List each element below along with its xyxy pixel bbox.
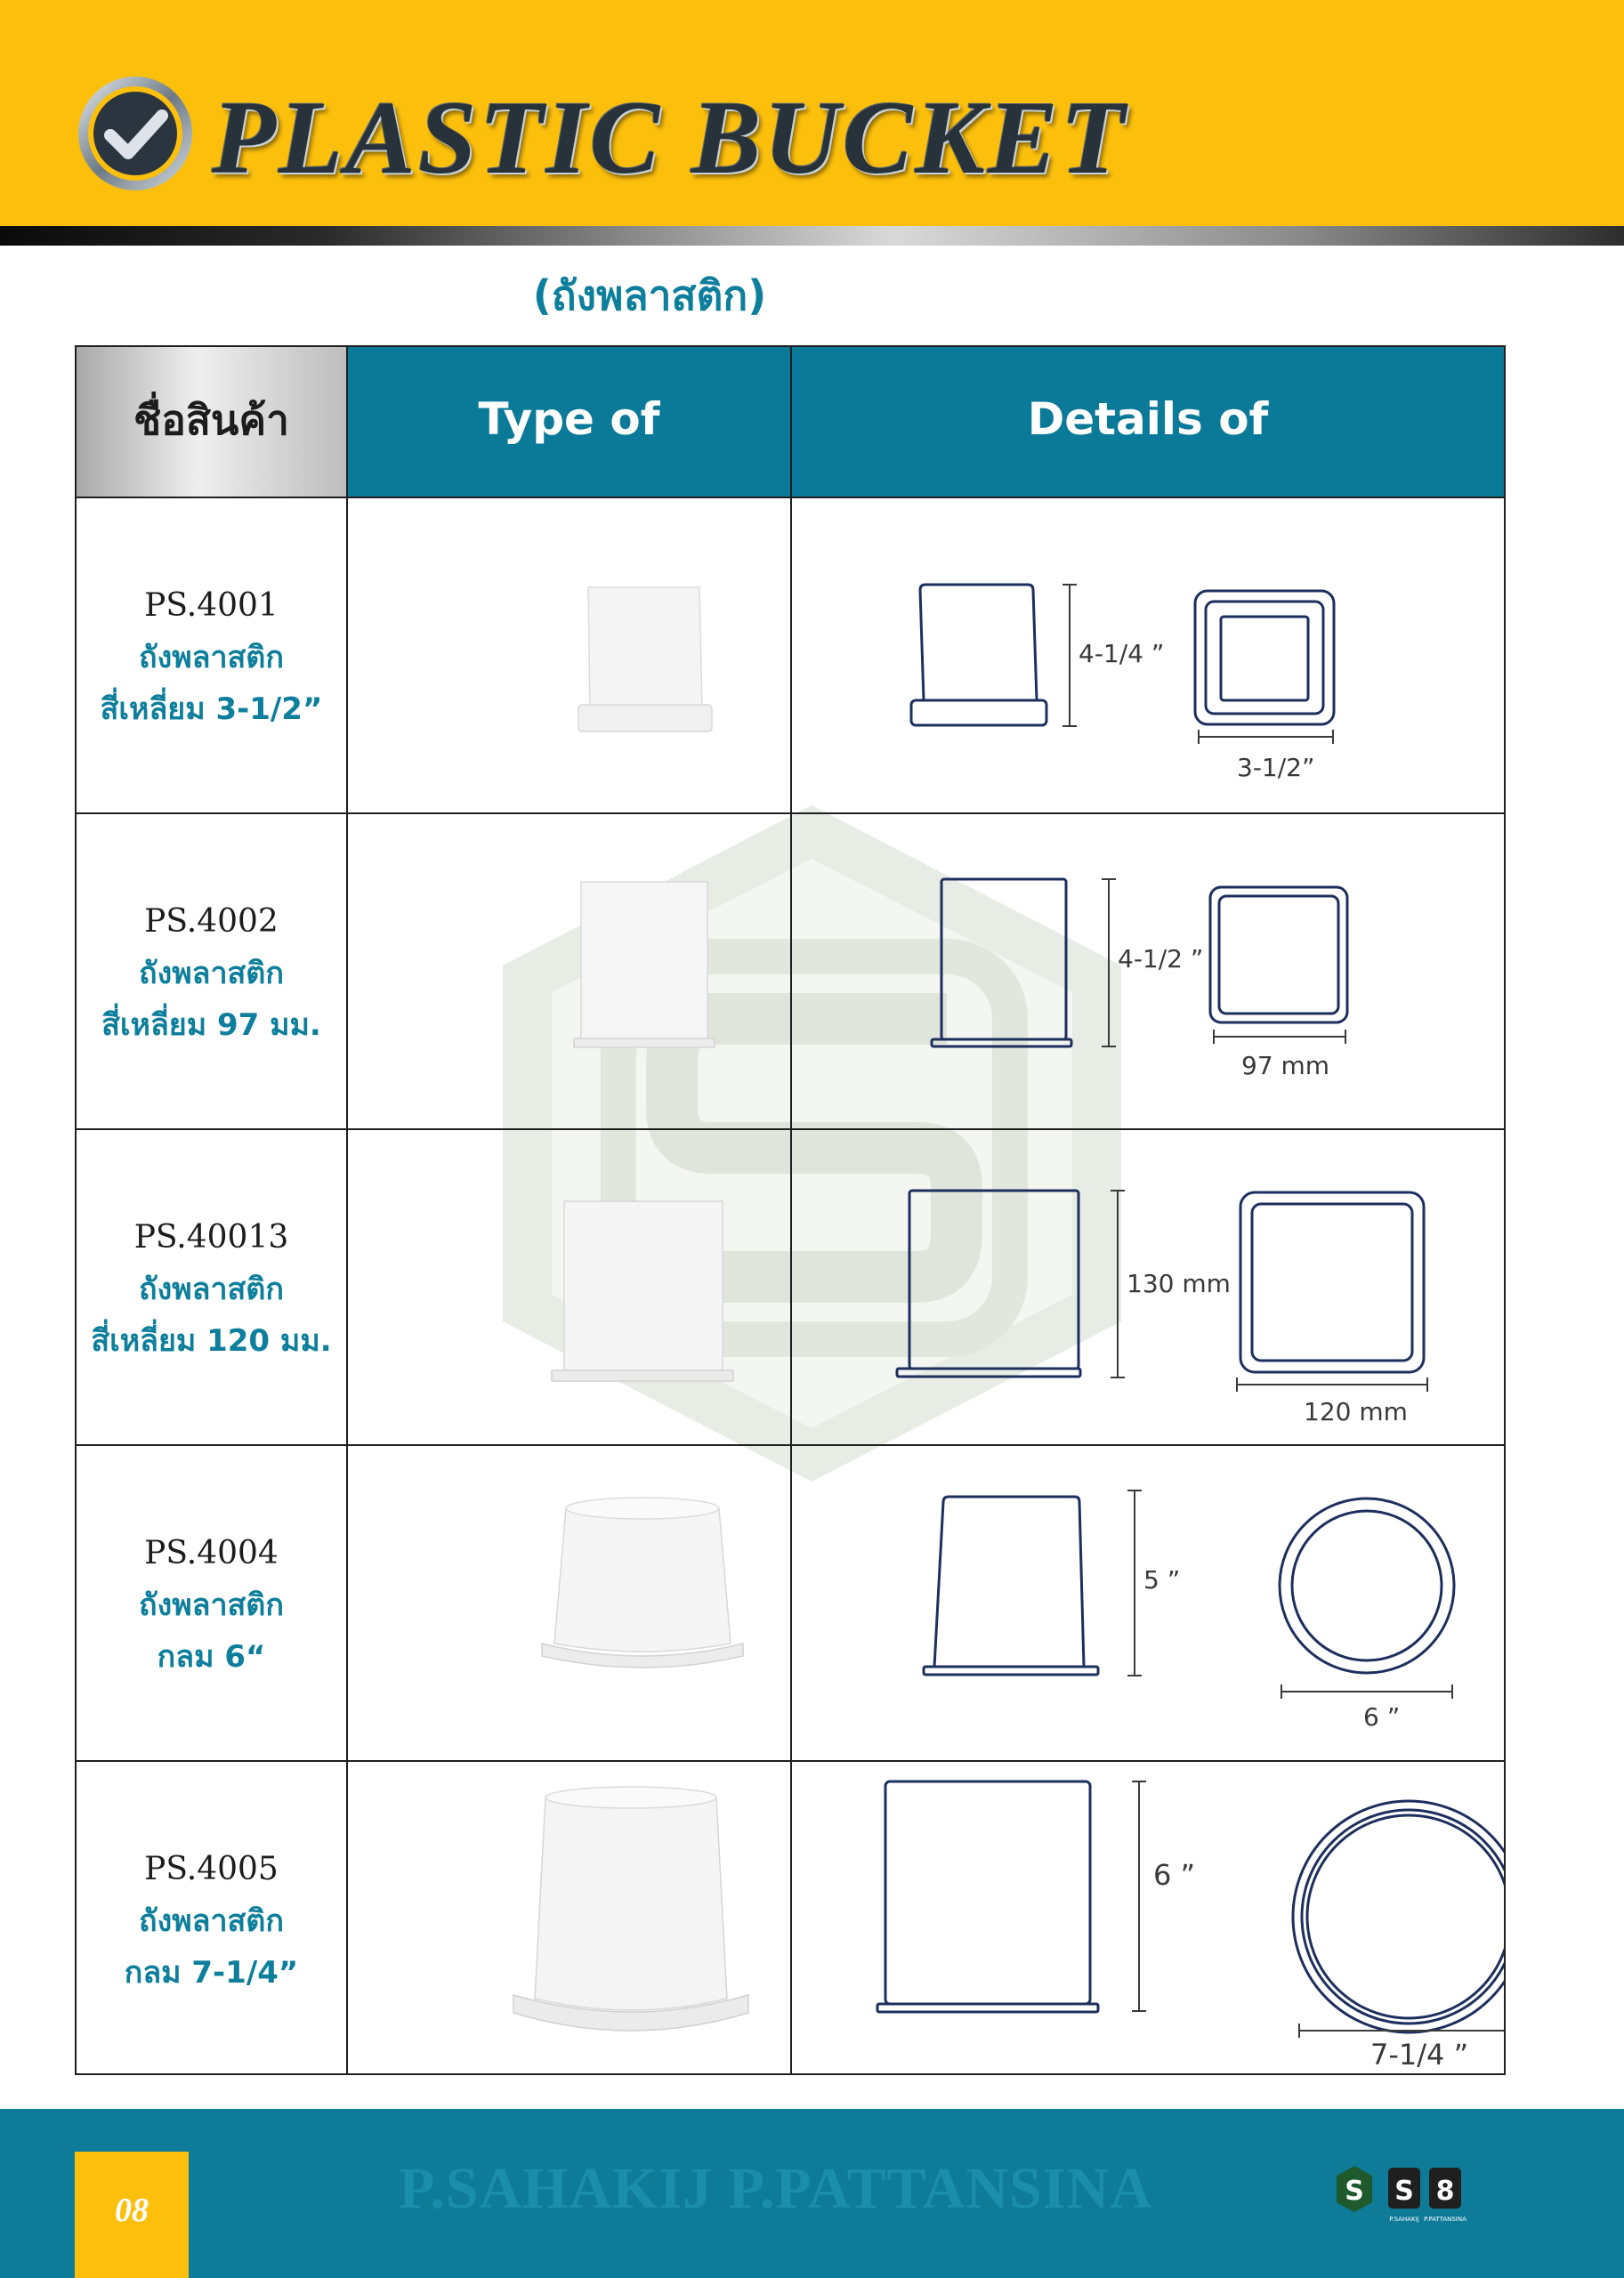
svg-text:S: S	[1394, 2176, 1414, 2207]
page-number-badge	[75, 2152, 189, 2278]
dimension-drawing	[792, 1762, 1504, 2075]
dimension-drawing	[792, 498, 1504, 814]
table-row	[77, 1128, 1504, 1444]
dimension-drawing	[792, 1130, 1504, 1446]
height-dimension-label: 130 mm	[1127, 1269, 1231, 1298]
product-type: ถังพลาสติก	[139, 1903, 284, 1939]
s-logo-icon	[1388, 2168, 1420, 2223]
product-photo-cell	[348, 814, 792, 1128]
header-stripe	[0, 226, 1624, 246]
round-bucket-photo	[348, 1446, 792, 1762]
dimension-drawing	[792, 1446, 1504, 1762]
width-dimension-label: 7-1/4 ”	[1370, 2038, 1469, 2072]
product-photo-cell	[348, 1446, 792, 1760]
product-code: PS.4002	[144, 903, 279, 940]
column-header-label: ชื่อสินค้า	[133, 396, 289, 444]
product-size: กลม 7-1/4”	[124, 1955, 299, 1991]
logo-caption: P.SAHAKIJ	[1389, 2216, 1419, 2223]
product-size: สี่เหลี่ยม 120 มม.	[91, 1323, 332, 1359]
product-type: ถังพลาสติก	[139, 1587, 284, 1623]
product-photo-cell	[348, 498, 792, 812]
width-dimension-label: 3-1/2”	[1237, 753, 1315, 782]
product-name-cell	[77, 1130, 348, 1444]
width-dimension-label: 97 mm	[1241, 1051, 1330, 1080]
product-type: ถังพลาสติก	[139, 956, 284, 991]
product-photo-cell	[348, 1130, 792, 1444]
width-dimension-label: 120 mm	[1304, 1397, 1408, 1426]
column-header-label: Details of	[1027, 393, 1269, 445]
height-dimension-label: 4-1/4 ”	[1079, 639, 1165, 668]
product-name-cell	[77, 498, 348, 812]
product-name-cell	[77, 1446, 348, 1760]
product-drawing-cell	[792, 498, 1504, 812]
footer-brand-text: P.SAHAKIJ P.PATTANSINA	[399, 2156, 1153, 2221]
page-subtitle: (ถังพลาสติก)	[532, 271, 767, 319]
square-bucket-photo	[348, 814, 792, 1130]
product-type: ถังพลาสติก	[139, 1272, 284, 1307]
height-dimension-label: 6 ”	[1153, 1858, 1196, 1892]
svg-text:S: S	[1345, 2176, 1364, 2207]
column-header-product-name	[77, 347, 348, 497]
round-bucket-photo	[348, 1762, 792, 2075]
product-drawing-cell	[792, 1130, 1504, 1444]
product-size: กลม 6“	[157, 1639, 266, 1675]
column-header-type	[348, 347, 792, 497]
width-dimension-label: 6 ”	[1363, 1702, 1401, 1732]
page-number: 08	[115, 2192, 149, 2229]
sahakij-logo-icon	[1337, 2166, 1372, 2212]
page-title: PLASTIC BUCKET	[212, 79, 1127, 196]
column-header-label: Type of	[478, 393, 660, 445]
column-header-details	[792, 347, 1504, 497]
product-code: PS.4001	[144, 587, 279, 624]
height-dimension-label: 4-1/2 ”	[1118, 944, 1204, 973]
table-row	[77, 812, 1504, 1128]
p-logo-icon	[1424, 2168, 1466, 2223]
product-size: สี่เหลี่ยม 3-1/2”	[100, 691, 323, 727]
product-drawing-cell	[792, 1762, 1504, 2073]
product-table	[75, 345, 1506, 2075]
svg-text:8: 8	[1435, 2176, 1455, 2207]
product-drawing-cell	[792, 1446, 1504, 1760]
company-logos	[1333, 2162, 1511, 2234]
height-dimension-label: 5 ”	[1143, 1565, 1181, 1595]
table-row	[77, 1444, 1504, 1760]
product-drawing-cell	[792, 814, 1504, 1128]
product-type: ถังพลาสติก	[139, 640, 284, 675]
checkmark-badge-icon	[73, 71, 198, 196]
square-bucket-photo	[348, 1130, 792, 1446]
table-row	[77, 497, 1504, 812]
product-code: PS.4004	[144, 1535, 279, 1571]
product-photo-cell	[348, 1762, 792, 2073]
product-name-cell	[77, 1762, 348, 2073]
product-code: PS.4005	[144, 1851, 279, 1887]
product-code: PS.40013	[133, 1219, 289, 1256]
product-name-cell	[77, 814, 348, 1128]
product-size: สี่เหลี่ยม 97 มม.	[101, 1007, 321, 1043]
dimension-drawing	[792, 814, 1504, 1130]
table-row	[77, 1760, 1504, 2073]
square-bucket-photo	[348, 498, 792, 814]
logo-caption: P.PATTANSINA	[1424, 2216, 1466, 2223]
